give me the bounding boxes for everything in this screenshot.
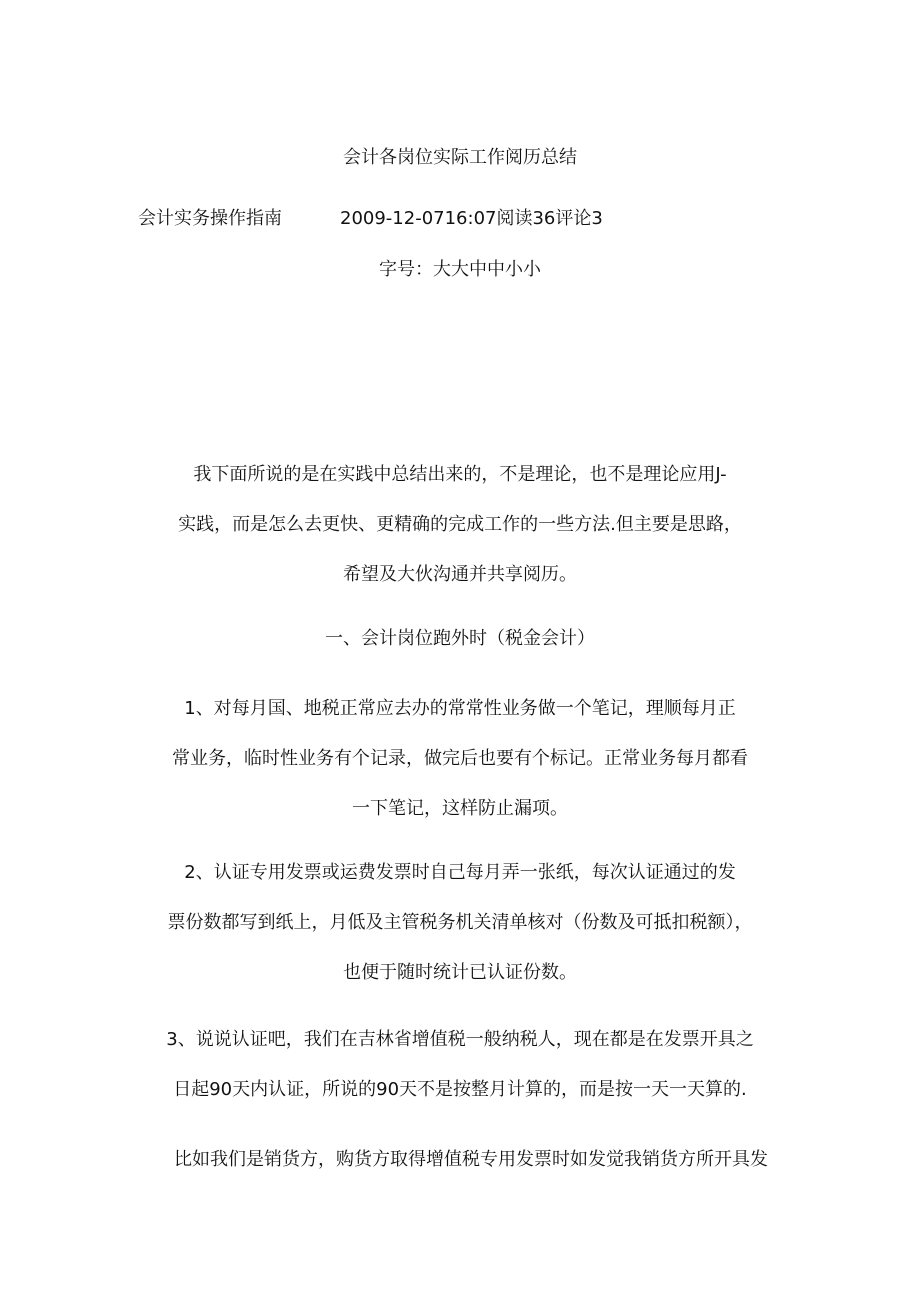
item-3-line-1: 3、说说认证吧，我们在吉林省增值税一般纳税人，现在都是在发票开具之 (166, 1029, 754, 1050)
meta-source: 会计实务操作指南 (138, 208, 282, 229)
meta-stats: 2009-12-0716:07阅读36评论3 (340, 208, 603, 229)
item-1-line-1: 1、对每月国、地税正常应去办的常常性业务做一个笔记，理顺每月正 (184, 698, 736, 719)
intro-line-1: 我下面所说的是在实践中总结出来的，不是理论，也不是理论应用J- (193, 464, 727, 485)
intro-line-2: 实践，而是怎么去更快、更精确的完成工作的一些方法.但主要是思路， (178, 514, 742, 535)
item-2-line-2: 票份数都写到纸上，月低及主管税务机关清单核对（份数及可抵扣税额）， (167, 912, 753, 933)
item-1-line-2: 常业务，临时性业务有个记录，做完后也要有个标记。正常业务每月都看 (172, 748, 748, 769)
document-title: 会计各岗位实际工作阅历总结 (343, 147, 577, 168)
section-1-heading: 一、会计岗位跑外时（税金会计） (325, 628, 595, 649)
item-2-line-1: 2、认证专用发票或运费发票时自己每月弄一张纸，每次认证通过的发 (184, 862, 736, 883)
item-1-line-3: 一下笔记，这样防止漏项。 (352, 798, 568, 819)
intro-line-3: 希望及大伙沟通并共享阅历。 (343, 564, 577, 585)
item-2-line-3: 也便于随时统计已认证份数。 (343, 962, 577, 983)
closing-line: 比如我们是销货方，购货方取得增值税专用发票时如发觉我销货方所开具发 (174, 1149, 768, 1170)
font-size-selector[interactable]: 字号：大大中中小小 (379, 259, 541, 280)
item-3-line-2: 日起90天内认证，所说的90天不是按整月计算的，而是按一天一天算的. (173, 1079, 747, 1100)
